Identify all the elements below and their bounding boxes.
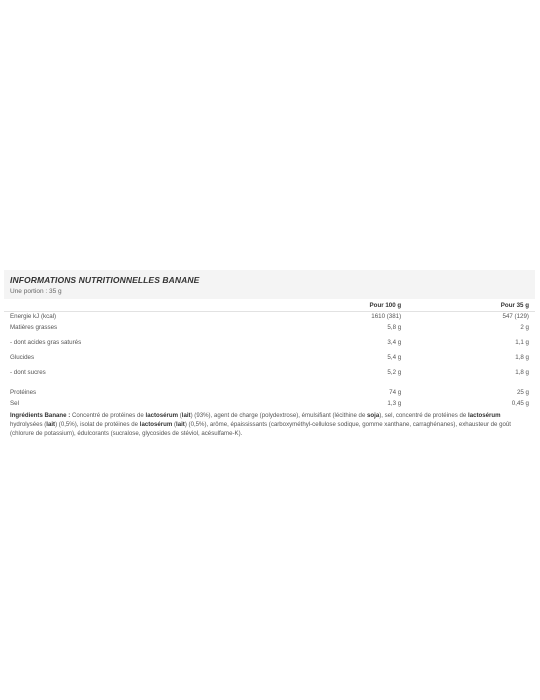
value-per35: 1,1 g [515, 339, 529, 346]
ingredients-segment: ) (93%), agent de charge (polydextrose), émulsifiant (lécithine de [190, 412, 368, 419]
table-row [4, 399, 535, 410]
value-per100: 74 g [389, 389, 402, 396]
table-row [4, 388, 535, 399]
allergen-highlight: soja [367, 412, 380, 419]
nutrition-table [4, 299, 535, 410]
value-per100: 3,4 g [387, 339, 402, 346]
ingredients-segment: ), sel, concentré de protéines de [379, 412, 468, 419]
ingredients-segment: hydrolysées ( [10, 421, 47, 428]
nutrition-panel [4, 270, 535, 438]
allergen-highlight: lactosérum [468, 412, 501, 419]
value-per100: 5,4 g [387, 354, 402, 361]
table-row [4, 368, 535, 383]
nutrition-title: INFORMATIONS NUTRITIONNELLES BANANE [10, 275, 200, 285]
allergen-highlight: lait [176, 421, 185, 428]
nutrient-label: Sel [10, 400, 19, 407]
column-header-per35: Pour 35 g [407, 299, 535, 312]
allergen-highlight: lait [46, 421, 56, 428]
ingredients-segment: ) (0,5%), arôme, épaississants (carboxyméthyl-cellulose sodique, gomme xanthane, carraghénanes), exhausteur de goût (chlorure de potassium), édulcorants (sucralose, glycosides de stéviol, acésulfame-K). [10, 421, 511, 437]
table-row [4, 312, 535, 324]
ingredients-segment: ) (0,5%), isolat de protéines de [55, 421, 140, 428]
table-header-row [4, 299, 535, 312]
allergen-highlight: lactosérum [139, 421, 173, 428]
ingredients-label: Ingrédients Banane : [10, 412, 71, 419]
portion-size: Une portion : 35 g [10, 288, 62, 295]
ingredients-segment: Concentré de protéines de [70, 412, 146, 419]
table-row [4, 338, 535, 353]
nutrient-label: Energie kJ (kcal) [10, 313, 57, 320]
value-per35: 25 g [516, 389, 529, 396]
value-per100: 5,8 g [387, 324, 402, 331]
nutrient-label: - dont acides gras saturés [10, 339, 82, 346]
value-per100: 1610 (381) [371, 313, 402, 320]
nutrient-label: Matières grasses [10, 324, 58, 331]
value-per100: 5,2 g [387, 369, 402, 376]
allergen-highlight: lait [181, 412, 191, 419]
ingredients-segment: ( [178, 412, 182, 419]
table-row [4, 323, 535, 338]
nutrient-label: - dont sucres [10, 369, 46, 376]
value-per35: 1,8 g [515, 354, 529, 361]
value-per35: 2 g [520, 324, 529, 331]
nutrition-header [4, 270, 535, 299]
nutrient-label: Glucides [10, 354, 35, 361]
column-header-per100: Pour 100 g [268, 299, 407, 312]
allergen-highlight: lactosérum [145, 412, 179, 419]
ingredients-segment: ( [172, 421, 176, 428]
value-per35: 1,8 g [515, 369, 529, 376]
value-per100: 1,3 g [387, 400, 402, 407]
ingredients-text [4, 411, 535, 438]
value-per35: 0,45 g [511, 400, 529, 407]
value-per35: 547 (129) [502, 313, 529, 320]
table-row [4, 353, 535, 368]
column-header-nutrient [4, 299, 268, 312]
nutrient-label: Protéines [10, 389, 37, 396]
